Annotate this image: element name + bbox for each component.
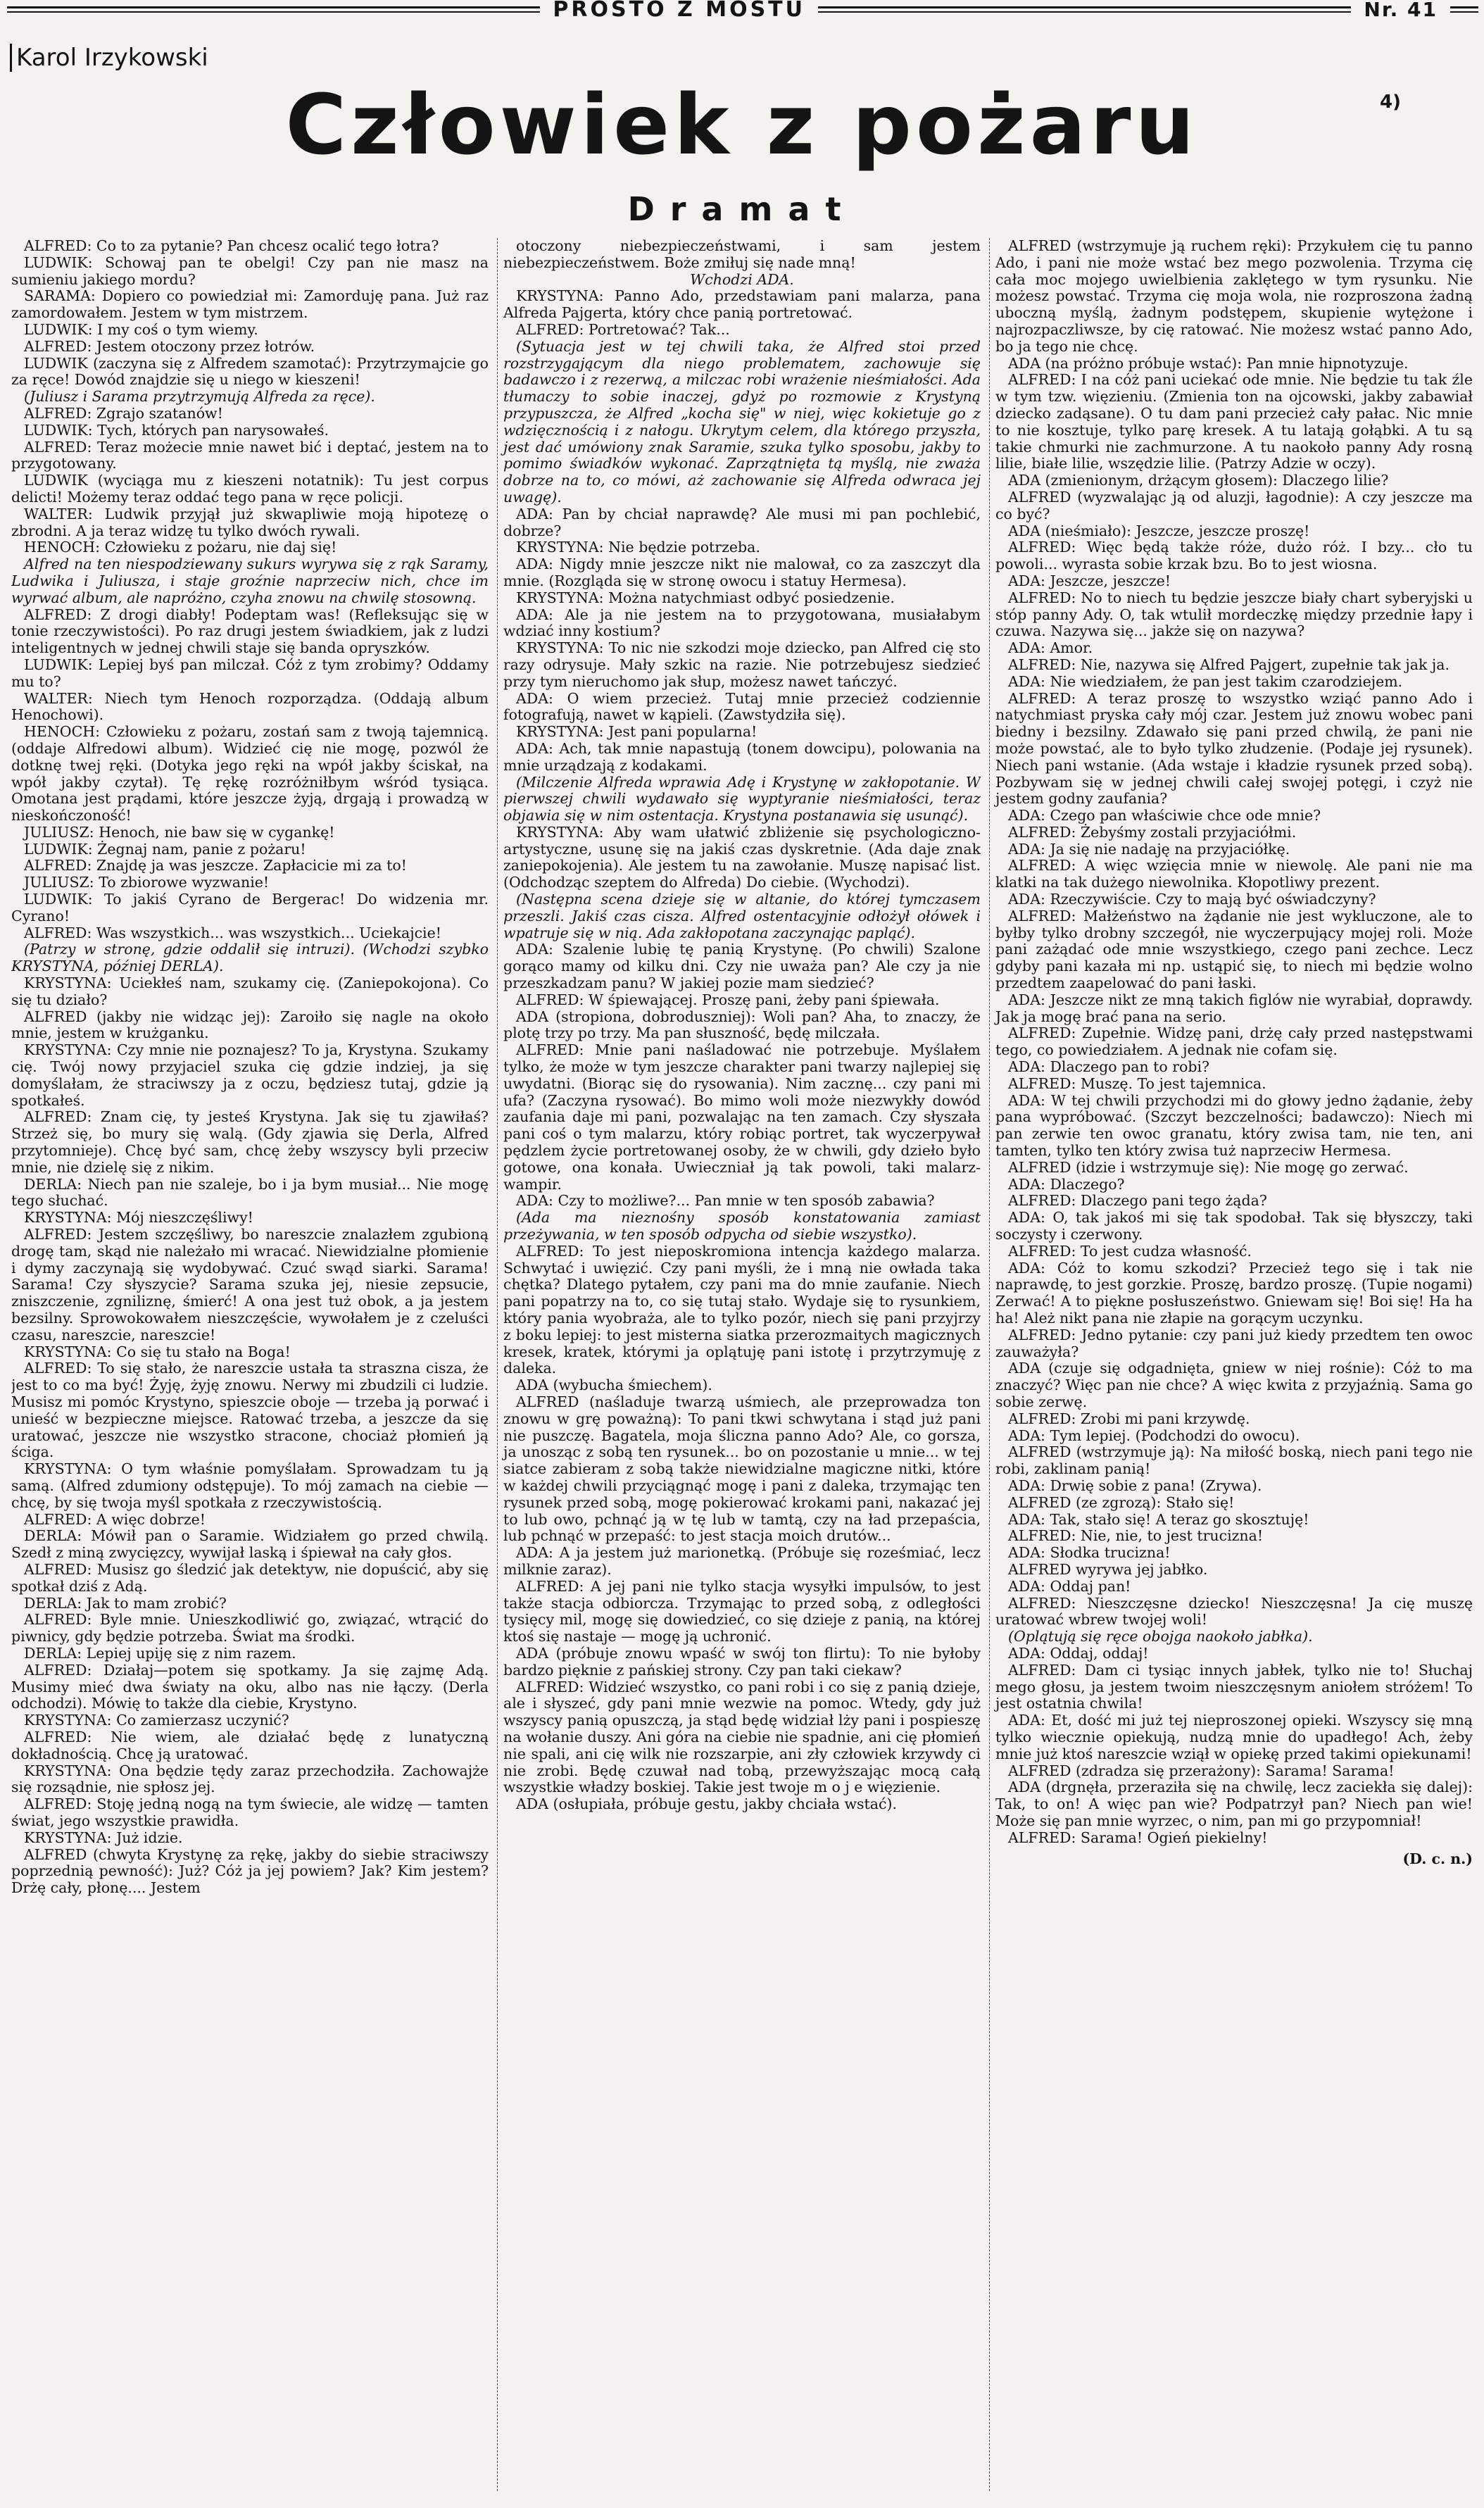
paragraph: ADA (drgnęła, przeraziła się na chwilę, lecz zaciekła się dalej): Tak, to on! A więc pan wie? Podpatrzył pan? Niech pan wie! Może się pan mnie wyrzec, o nim, pan mi go przypomniał!	[995, 1779, 1473, 1829]
paragraph: (Oplątują się ręce obojga naokoło jabłka).	[1008, 1628, 1313, 1645]
paragraph: Alfred na ten niespodziewany sukurs wyrywa się z rąk Saramy, Ludwika i Juliusza, i staje groźnie naprzeciw nich, chce im wyrwać album, ale napróżno, czyha znowu na chwilę stosowną.	[11, 556, 489, 606]
paragraph: LUDWIK: I my coś o tym wiemy.	[24, 320, 258, 338]
paragraph: ALFRED: Musisz go śledzić jak detektyw, nie dopuścić, aby się spotkał dziś z Adą.	[11, 1560, 489, 1595]
paragraph: ADA: Rzeczywiście. Czy to mają być oświadczyny?	[1008, 891, 1376, 908]
paragraph: LUDWIK: Tych, których pan narysowałeś.	[24, 421, 329, 439]
paragraph: KRYSTYNA: Mój nieszczęśliwy!	[24, 1209, 253, 1227]
paragraph: Wchodzi ADA.	[690, 270, 794, 288]
paragraph: ALFRED: Sarama! Ogień piekielny!	[1008, 1829, 1268, 1846]
paragraph: ADA: Oddaj pan!	[1008, 1577, 1131, 1595]
paragraph: ALFRED (ze zgrozą): Stało się!	[1008, 1493, 1235, 1511]
paragraph: ALFRED: Stoję jedną nogą na tym świecie, ale widzę — tamten świat, jego wszystkie prawidła.	[11, 1795, 489, 1829]
paragraph: ADA: Cóż to komu szkodzi? Przecież tego się i tak nie naprawdę, to jest gorzkie. Proszę, bardzo proszę. (Tupie nogami) Zerwać! A to piękne posłuszeństwo. Gniewam się! Boi się! Ha ha ha! Ależ nikt pana nie złapie na gorącym uczynku.	[995, 1259, 1473, 1327]
paragraph: LUDWIK: Lepiej byś pan milczał. Cóż z tym zrobimy? Oddamy mu to?	[11, 656, 489, 690]
paragraph: LUDWIK: To jakiś Cyrano de Bergerac! Do widzenia mr. Cyrano!	[11, 891, 489, 924]
paragraph: LUDWIK (wyciąga mu z kieszeni notatnik): Tu jest corpus delicti! Możemy teraz oddać tego pana w ręce policji.	[11, 472, 489, 506]
paragraph: WALTER: Niech tym Henoch rozporządza. (Oddają album Henochowi).	[11, 689, 489, 724]
paragraph: ALFRED: Portretować? Tak...	[516, 320, 730, 338]
paragraph: ALFRED: Dam ci tysiąc innych jabłek, tylko nie to! Słuchaj mego głosu, ja jestem twoim nieszczęsnym aniołem stróżem! To jest ostatnia chwila!	[995, 1661, 1473, 1712]
paragraph: (Milczenie Alfreda wprawia Adę i Krystynę w zakłopotanie. W pierwszej chwili wydawało się wyptyranie nieśmiałości, teraz objawia się w nim ostentacja. Krystyna postanawia się usunąć).	[503, 773, 981, 824]
paragraph: ADA (zmienionym, drżącym głosem): Dlaczego lilie?	[1008, 472, 1389, 489]
paragraph: LUDWIK: Schowaj pan te obelgi! Czy pan nie masz na sumieniu jakiego mordu?	[11, 253, 489, 288]
paragraph: ADA: A ja jestem już marionetką. (Próbuje się roześmiać, lecz milknie zaraz).	[503, 1544, 981, 1578]
paragraph: ADA: Czego pan właściwie chce ode mnie?	[1008, 807, 1321, 824]
paragraph: ALFRED: A więc dobrze!	[24, 1510, 206, 1528]
paragraph: KRYSTYNA: Nie będzie potrzeba.	[516, 539, 760, 556]
paragraph: ALFRED (jakby nie widząc jej): Zaroiło się nagle na około mnie, jestem w krużganku.	[11, 1008, 489, 1042]
paragraph: ADA: Dlaczego pan to robi?	[1008, 1058, 1210, 1076]
paragraph: ADA: Amor.	[1008, 639, 1093, 657]
paragraph: ALFRED: Jestem szczęśliwy, bo nareszcie znalazłem zgubioną drogę tam, skąd nie należało mi wracać. Niewidzialne płomienie i dymy zaczynają się wydobywać. Czuć swąd siarki. Sarama! Sarama! Czy słyszycie? Sarama szuka jej, niesie zepsucie, zniszczenie, zgniliznę, śmierć! A ona jest tuż obok, a ja jestem bezsilny. Sprowokowałem nieszczęście, wywołałem je z czeluści czasu, nareszcie, nareszcie!	[11, 1226, 489, 1343]
paragraph: DERLA: Jak to mam zrobić?	[24, 1594, 227, 1612]
paragraph: KRYSTYNA: Już idzie.	[24, 1829, 183, 1846]
paragraph: ALFRED: A teraz proszę to wszystko wziąć panno Ado i natychmiast pryska cały mój czar. Jestem już znowu wobec pani biedny i bezsilny. Zdawało się pani przed chwilą, że pani nie może powstać, ale to było tylko złudzenie. (Podaje jej rysunek). Niech pani wstanie. (Ada wstaje i kładzie rysunek przed sobą). Pozbywam się w jednej chwili całej swojej potęgi, i czyż nie jestem godny zaufania?	[995, 689, 1473, 808]
paragraph: ALFRED (naśladuje twarzą uśmiech, ale przeprowadza ton znowu w grę poważną): To pani tkwi schwytana i stąd już pani nie puszczę. Bagatela, moja śliczna panno Ado? Ale, co gorsza, ja unosząc z sobą ten rysunek... bo on pozostanie u mnie... w tej siatce zabieram z sobą także niewidzialne magiczne nitki, które w każdej chwili przyciągnąć mogę i pani z daleka, trzymając ten rysunek przed sobą, mogę pokierować krokami pani, nakazać jej to lub owo, pchnąć ją w tę lub w tamtą, czy na ład przepaścia, lub pchnąć w przepaść: to jest stacja moich drutów...	[503, 1393, 981, 1545]
paragraph: ALFRED: Zgrajo szatanów!	[24, 404, 223, 422]
masthead-rule-right	[1450, 6, 1478, 13]
paragraph: ALFRED (wstrzymuje ją): Na miłość boską, niech pani tego nie robi, zaklinam panią!	[995, 1443, 1473, 1478]
paragraph: ADA: Ja się nie nadaję na przyjaciółkę.	[1008, 840, 1290, 858]
paragraph: ALFRED: Jedno pytanie: czy pani już kiedy przedtem ten owoc zauważyła?	[995, 1326, 1473, 1360]
paragraph: ALFRED: Mnie pani naśladować nie potrzebuje. Myślałem tylko, że może w tym jeszcze charakter pani twarzy najlepiej się uwydatni. (Biorąc się do rysowania). Nim zacznę... czy pani mi ufa? (Zaczyna rysować). Bo mimo woli może niezwykły dowód zaufania daje mi pani, pozwalając na ten zamach. Czy słyszała pani coś o tym malarzu, który robiąc portret, tak wyczerpywał pędzlem życie portretowanej osoby, że w chwili, gdy dzieło było gotowe, ona konała. Uwieczniał ją tak powoli, taki malarz-wampir.	[503, 1041, 981, 1193]
paragraph: ALFRED: Znam cię, ty jesteś Krystyna. Jak się tu zjawiłaś? Strzeż się, bo mury się walą. (Gdy zjawia się Derla, Alfred przytomnieje). Chcę być sam, chcę żeby wszyscy byli przeciw mnie, nie dzielę się z nikim.	[11, 1108, 489, 1176]
text-columns	[11, 238, 1473, 2491]
paragraph: ADA: Ale ja nie jestem na to przygotowana, musiałabym wdziać inny kostium?	[503, 606, 981, 640]
paragraph: ADA: O wiem przecież. Tutaj mnie przecież codziennie fotografują, nawet w kąpieli. (Zawstydziła się).	[503, 689, 981, 724]
paragraph: SARAMA: Dopiero co powiedział mi: Zamorduję pana. Już raz zamordowałem. Jestem w tym mistrzem.	[11, 287, 489, 322]
paragraph: WALTER: Ludwik przyjął już skwapliwie moją hipotezę o zbrodni. A ja teraz widzę tu tylko dwóch rywali.	[11, 505, 489, 539]
paragraph: ALFRED: Byle mnie. Unieszkodliwić go, związać, wtrącić do piwnicy, gdy będzie potrzeba. Świat ma środki.	[11, 1611, 489, 1645]
paragraph: (Patrzy w stronę, gdzie oddalił się intruzi). (Wchodzi szybko KRYSTYNA, później DERLA).	[11, 941, 489, 975]
masthead-rule-left	[7, 6, 540, 13]
paragraph: ALFRED (zdradza się przerażony): Sarama! Sarama!	[1008, 1762, 1395, 1779]
paragraph: ALFRED: Dlaczego pani tego żąda?	[1008, 1192, 1267, 1210]
text-column-1	[11, 238, 489, 2491]
paragraph: ADA (czuje się odgadnięta, gniew w niej rośnie): Cóż to ma znaczyć? Więc pan nie chce? A więc kwita z przyjaźnią. Sama go sobie zerwę.	[995, 1360, 1473, 1410]
paragraph: LUDWIK: Żegnaj nam, panie z pożaru!	[24, 840, 306, 858]
paragraph: ADA (wybucha śmiechem).	[516, 1377, 712, 1394]
issue-number: Nr. 41	[1364, 0, 1438, 21]
paragraph: KRYSTYNA: Co się tu stało na Boga!	[24, 1343, 291, 1360]
paragraph: KRYSTYNA: Można natychmiast odbyć posiedzenie.	[516, 589, 895, 606]
paragraph: ALFRED: W śpiewającej. Proszę pani, żeby pani śpiewała.	[516, 991, 940, 1008]
paragraph: ALFRED: Jestem otoczony przez łotrów.	[24, 337, 315, 355]
paragraph: ADA: Jeszcze, jeszcze!	[1008, 572, 1171, 589]
paragraph: (Sytuacja jest w tej chwili taka, że Alfred stoi przed rozstrzygającym dla niego problematem, zachowuje się badawczo i z rezerwą, a milczac robi wrażenie nieśmiałości. Ada tłumaczy to sobie inaczej, gdyż po rozmowie z Krystyną przypuszcza, że Alfred „kocha się" w niej, więc kokietuje go z wdzięcznością i z nałogu. Ukrytym celem, dla którego przyszła, jest dać umówiony znak Saramie, szuka tylko sposobu, jakby to pomimo świadków wykonać. Zaprzątnięta tą myślą, nie zważa dobrze na to, co mówi, aż zachowanie się Alfreda odwraca jej uwagę).	[503, 337, 981, 506]
paragraph: KRYSTYNA: Czy mnie nie poznajesz? To ja, Krystyna. Szukamy cię. Twój nowy przyjaciel szuka cię gdzie indziej, ja się domyślałam, że straciwszy ja z oczu, będziesz tutaj, gdzie ją spotkałeś.	[11, 1041, 489, 1109]
paragraph: JULIUSZ: To zbiorowe wyzwanie!	[24, 874, 270, 891]
paragraph: ALFRED (idzie i wstrzymuje się): Nie mogę go zerwać.	[1008, 1158, 1409, 1176]
paragraph: ALFRED: Co to za pytanie? Pan chcesz ocalić tego łotra?	[24, 238, 439, 254]
paragraph: ALFRED: Działaj—potem się spotkamy. Ja się zajmę Adą. Musimy mieć dwa światy na oku, albo nas nie łączy. (Derla odchodzi). Mówię to także dla ciebie, Krystyno.	[11, 1661, 489, 1712]
paragraph: ADA: Pan by chciał naprawdę? Ale musi mi pan pochlebić, dobrze?	[503, 505, 981, 539]
paragraph: ADA: Oddaj, oddaj!	[1008, 1644, 1149, 1662]
paragraph: ADA: Tym lepiej. (Podchodzi do owocu).	[1008, 1427, 1300, 1444]
paragraph: ADA: Tak, stało się! A teraz go skosztuję!	[1008, 1510, 1309, 1528]
paragraph: ADA (osłupiała, próbuje gestu, jakby chciała wstać).	[516, 1795, 897, 1813]
paragraph: ALFRED: Muszę. To jest tajemnica.	[1008, 1074, 1266, 1092]
paragraph: (Juliusz i Sarama przytrzymują Alfreda za ręce).	[24, 388, 375, 406]
continuation-mark: (D. c. n.)	[1402, 1850, 1473, 1867]
paragraph: KRYSTYNA: Ona będzie tędy zaraz przechodziła. Zachowajże się rozsądnie, nie spłosz jej.	[11, 1762, 489, 1796]
paragraph: KRYSTYNA: Jest pani popularna!	[516, 723, 757, 741]
paragraph: ALFRED (chwyta Krystynę za rękę, jakby do siebie straciwszy poprzednią pewność): Już? Cóż ja jej powiem? Jak? Kim jestem? Drżę cały, płonę.... Jestem	[11, 1845, 489, 1897]
paragraph: ALFRED: Zupełnie. Widzę pani, drżę cały przed następstwami tego, co powiedziałem. A jednak nie cofam się.	[995, 1024, 1473, 1059]
paragraph: ADA (stropiona, dobroduszniej): Woli pan? Aha, to znaczy, że plotę trzy po trzy. Ma pan słuszność, będę milczała.	[503, 1008, 981, 1042]
paragraph: ADA: Czy to możliwe?... Pan mnie w ten sposób zabawia?	[516, 1192, 935, 1210]
paragraph: ALFRED: Z drogi diabły! Podeptam was! (Refleksując się w tonie rzeczywistości). Po raz drugi jestem świadkiem, jak z ludzi inteligentnych w jednej chwili staje się banda opryszków.	[11, 606, 489, 657]
paragraph: ADA: Dlaczego?	[1008, 1175, 1125, 1193]
paragraph: ALFRED (wyzwalając ją od aluzji, łagodnie): A czy jeszcze ma co być?	[995, 488, 1473, 522]
paragraph: KRYSTYNA: Co zamierzasz uczynić?	[24, 1712, 289, 1729]
paragraph: ALFRED: Was wszystkich... was wszystkich... Uciekajcie!	[24, 924, 441, 941]
paragraph: ALFRED: To się stało, że nareszcie ustała ta straszna cisza, że jest to co ma być! Żyję, żyję znowu. Nerwy mi zbudzili ci ludzie. Musisz mi pomóc Krystyno, spieszcie obojе — trzeba ją porwać i unieść w bezpieczne miejsce. Ratować trzeba, a jeszcze da się uratować, jeszcze nie wszystko stracone, chociaż płomień ją ściga.	[11, 1360, 489, 1461]
paragraph: ALFRED: Nieszczęsne dziecko! Nieszczęsna! Ja cię muszę uratować wbrew twojej woli!	[995, 1594, 1473, 1629]
paragraph: (Ada ma nieznośny sposób konstatowania zamiast przeżywania, w ten sposób odpycha od siebie wszystko).	[503, 1209, 981, 1243]
paragraph: ADA: Et, dość mi już tej nieproszonej opieki. Wszyscy się mną tylko wiecznie opiekują, nudzą mnie do upadłego! Ach, żeby mnie już ktoś nareszcie wziął w opiekę przed takimi opiekunami!	[995, 1712, 1473, 1762]
paragraph: ALFRED: Nie, nie, to jest trucizna!	[1008, 1527, 1264, 1545]
paragraph: ADA: Jeszcze nikt ze mną takich figlów nie wyrabiał, doprawdy. Jak ja mogę brać pana na serio.	[995, 991, 1473, 1025]
paragraph: ALFRED: Małżeństwo na żądanie nie jest wykluczone, ale to byłby tylko drobny szczegół, nie wyczerpujący mojej roli. Może pani zażądać ode mnie wszystkiego, czego pani zechce. Lecz gdyby pani kazała mi np. ustąpić się, to niech mi będzie wolno przedtem zaapelować do pani łaski.	[995, 907, 1473, 992]
paragraph: ALFRED: Teraz możecie mnie nawet bić i deptać, jestem na to przygotowany.	[11, 438, 489, 472]
paragraph: ADA: Ach, tak mnie napastują (tonem dowcipu), polowania na mnie urządzają z kodakami.	[503, 739, 981, 774]
paragraph: ADA: Nigdy mnie jeszcze nikt nie malował, co za zaszczyt dla mnie. (Rozgląda się w stronę owocu i statuy Hermesa).	[503, 556, 981, 589]
paragraph: ALFRED: I na cóż pani uciekać ode mnie. Nie będzie tu tak źle w tym tzw. więzieniu. (Zmienia ton na ojcowski, jakby zabawiał dziecko zadąsane). O tu dam pani przecież cały pałac. Nic mnie to nie kosztuje, tylko parę kresek. A tu latają gołąbki. A tu są takie chmurki nie zachmurzone. A tu naokoło panny Ady rosną lilie, białe lilie, wszędzie lilie. (Patrzy Adzie w oczy).	[995, 371, 1473, 472]
paragraph: ALFRED: To jest cudza własność.	[1008, 1242, 1252, 1260]
paragraph: ALFRED: A więc wzięcia mnie w niewolę. Ale pani nie ma klatki na tak dużego niewolnika. Kłopotliwy prezent.	[995, 857, 1473, 891]
paragraph: ALFRED wyrywa jej jabłko.	[1008, 1560, 1208, 1578]
paragraph: ALFRED: Znajdę ja was jeszcze. Zapłacicie mi za to!	[24, 857, 407, 874]
paragraph: DERLA: Niech pan nie szaleje, bo i ja bym musiał... Nie mogę tego słuchać.	[11, 1175, 489, 1210]
paragraph: ADA: Szalenie lubię tę panią Krystynę. (Po chwili) Szalone gorąco mamy od kilku dni. Czy nie uważa pan? Ale czy ja nie przeszkadzam panu? W jakiej pozie mam siedzieć?	[503, 941, 981, 992]
paragraph: HENOCH: Człowieku z pożaru, zostań sam z twoją tajemnicą. (oddaje Alfredowi album). Widzieć cię nie mogę, pozwól że dotknę twej ręki. (Dotyka jego ręki na wpół jakby ściskał, na wpół jakby czytał). Tę rękę rozróżniłbym wśród tysiąca. Omotana jest prądami, które jeszcze żyją, drgają i prowadzą w nieskończoność!	[11, 723, 489, 824]
paragraph: KRYSTYNA: O tym właśnie pomyślałam. Sprowadzam tu ją samą. (Alfred zdumiony odstępuje). To mój zamach na ciebie — chcę, by się twoja myśl spotkała z rzeczywistością.	[11, 1460, 489, 1511]
masthead-rule-middle	[818, 6, 1351, 13]
paragraph: ADA (nieśmiało): Jeszcze, jeszcze proszę!	[1008, 522, 1310, 539]
paragraph: ALFRED: A jej pani nie tylko stacja wysyłki impulsów, to jest także stacja odbiorcza. Trzymając to przed sobą, z odległości tysięcy mil, mogę się dowiedzieć, co się dzieje z panią, na której ktoś się nastaje — mogę ją uchronić.	[503, 1577, 981, 1645]
paragraph: KRYSTYNA: To nic nie szkodzi moje dziecko, pan Alfred cię sto razy odrysuje. Mały szkic na razie. Nie potrzebujesz siedzieć przy tym nieruchomo jak słup, możesz nawet tańczyć.	[503, 639, 981, 690]
paragraph: ALFRED (wstrzymuje ją ruchem ręki): Przykułem cię tu panno Ado, i pani nie może wstać bez mego pozwolenia. Trzyma cię cała moc mojego uwielbienia zaklętego w tym rysunku. Nie możesz powstać. Trzyma cię moja wola, nie rozproszona żadną uboczną myślą, żadnym podstępem, skupienie wytężone i najrozpaczliwsze, by cię ratować. Nie możesz wstać panno Ado, bo ja tego nie chcę.	[995, 238, 1473, 355]
text-column-3	[989, 238, 1473, 2491]
publication-name: PROSTO Z MOSTU	[553, 0, 805, 22]
paragraph: ADA: Słodka trucizna!	[1008, 1544, 1171, 1562]
paragraph: ALFRED: Nie wiem, ale działać będę z lunatyczną dokładnością. Chcę ją uratować.	[11, 1728, 489, 1762]
paragraph: ADA: Drwię sobie z pana! (Zrywa).	[1008, 1476, 1262, 1494]
paragraph: ADA (próbuje znowu wpaść w swój ton flirtu): To nie byłoby bardzo pięknie z pańskiej strony. Czy pan taki ciekaw?	[503, 1644, 981, 1679]
paragraph: (Następna scena dzieje się w altanie, do której tymczasem przeszli. Jakiś czas cisza. Alfred ostentacyjnie odłożył ołówek i wpatruje się w nią. Ada zakłopotana zaczynając papląć).	[503, 891, 981, 941]
paragraph: ADA: Nie wiedziałem, że pan jest takim czarodziejem.	[1008, 672, 1403, 690]
paragraph: otoczony niebezpieczeństwami, i sam jestem niebezpieczeństwem. Boże zmiłuj się nade mną!	[503, 238, 981, 271]
paragraph: ALFRED: Zrobi mi pani krzywdę.	[1008, 1410, 1250, 1427]
paragraph: LUDWIK (zaczyna się z Alfredem szamotać): Przytrzymajcie go za ręce! Dowód znajdzie się u niego w kieszeni!	[11, 354, 489, 389]
paragraph: ALFRED: Nie, nazywa się Alfred Pajgert, zupełnie tak jak ja.	[1008, 656, 1450, 673]
paragraph: ALFRED: To jest nieposkromiona intencja każdego malarza. Schwytać i uwięzić. Czy pani myśli, że i mną nie owłada taka chętka? Dlatego pytałem, czy pani ma do mnie zaufanie. Niech pani popatrzy na to, co się tutaj stało. Wydaje się to rysunkiem, który pania wyobraża, ale to tylko pozór, niech się pani przyjrzy z boku lepiej: to jest misterna siatka przerozmaitych magicznych kresek, kratek, którymi ja oplątuję pani istotę i przytrzymuję z daleka.	[503, 1242, 981, 1377]
article-subtitle: Dramat	[627, 190, 857, 228]
paragraph: ADA: O, tak jakoś mi się tak spodobał. Tak się błyszczy, taki soczysty i czerwony.	[995, 1209, 1473, 1243]
paragraph: ALFRED: Więc będą także róże, dużo róż. I bzy... cło tu powoli... wyrasta sobie krzak bzu. Bo to jest wiosna.	[995, 539, 1473, 573]
paragraph: ALFRED: No to niech tu będzie jeszcze biały chart syberyjski u stóp panny Ady. O, tak wtulił mordeczkę między przednie łapy i czuwa. Nazywa się... jakże się on nazywa?	[995, 589, 1473, 640]
author-name: Karol Irzykowski	[10, 44, 208, 72]
text-column-2	[497, 238, 981, 2491]
paragraph: ALFRED: Widzieć wszystko, co pani robi i co się z panią dzieje, ale i słyszeć, gdy pani mnie wezwie na pomoc. Wtedy, gdy już wszyscy panią opuszczą, ja stąd będę widział lży pani i pospieszę na wołanie duszy. Ani góra na ciebie nie spadnie, ani cię płomień nie spali, ani cię wilk nie rozszarpie, ani zły człowiek krzywdy ci nie zrobi. Będę czuwał nad tobą, przewyższając mocą całą wszystkie władzy boskiej. Takie jest twoje m o j e więzienie.	[503, 1678, 981, 1796]
paragraph: ADA: W tej chwili przychodzi mi do głowy jedno żądanie, żeby pana wypróbować. (Szczyt bezczelności; badawczo): Niech mi pan zerwie ten owoc granatu, który zwisa tam, nie ten, ani tamten, tylko ten który zwisa tuż naprzeciw Hermesa.	[995, 1091, 1473, 1160]
paragraph: KRYSTYNA: Uciekłeś nam, szukamy cię. (Zaniepokojona). Co się tu działo?	[11, 974, 489, 1008]
paragraph: ADA (na próżno próbuje wstać): Pan mnie hipnotyzuje.	[1008, 354, 1409, 372]
part-number: 4)	[1380, 92, 1401, 113]
paragraph: HENOCH: Człowieku z pożaru, nie daj się!	[24, 539, 337, 556]
paragraph: ALFRED: Żebyśmy zostali przyjaciółmi.	[1008, 823, 1297, 841]
article-title: Człowiek z pożaru	[285, 76, 1199, 173]
paragraph: KRYSTYNA: Panno Ado, przedstawiam pani malarza, pana Alfreda Pajgerta, który chce panią portretować.	[503, 287, 981, 322]
masthead	[7, 0, 1478, 22]
paragraph: DERLA: Lepiej upiję się z nim razem.	[24, 1644, 296, 1662]
paragraph: DERLA: Mówił pan o Saramie. Widziałem go przed chwilą. Szedł z miną zwycięzcy, wywijał laską i śpiewał na cały głos.	[11, 1527, 489, 1562]
paragraph: KRYSTYNA: Aby wam ułatwić zbliżenie się psychologiczno-artystyczne, usunę się na jakiś czas dyskretnie. (Ada daje znak zaniepokojenia). Ale jestem tu na zawołanie. Muszę napisać list. (Odchodząc szeptem do Alfreda) Do ciebie. (Wychodzi).	[503, 823, 981, 891]
paragraph: JULIUSZ: Henoch, nie baw się w cygankę!	[24, 823, 335, 841]
